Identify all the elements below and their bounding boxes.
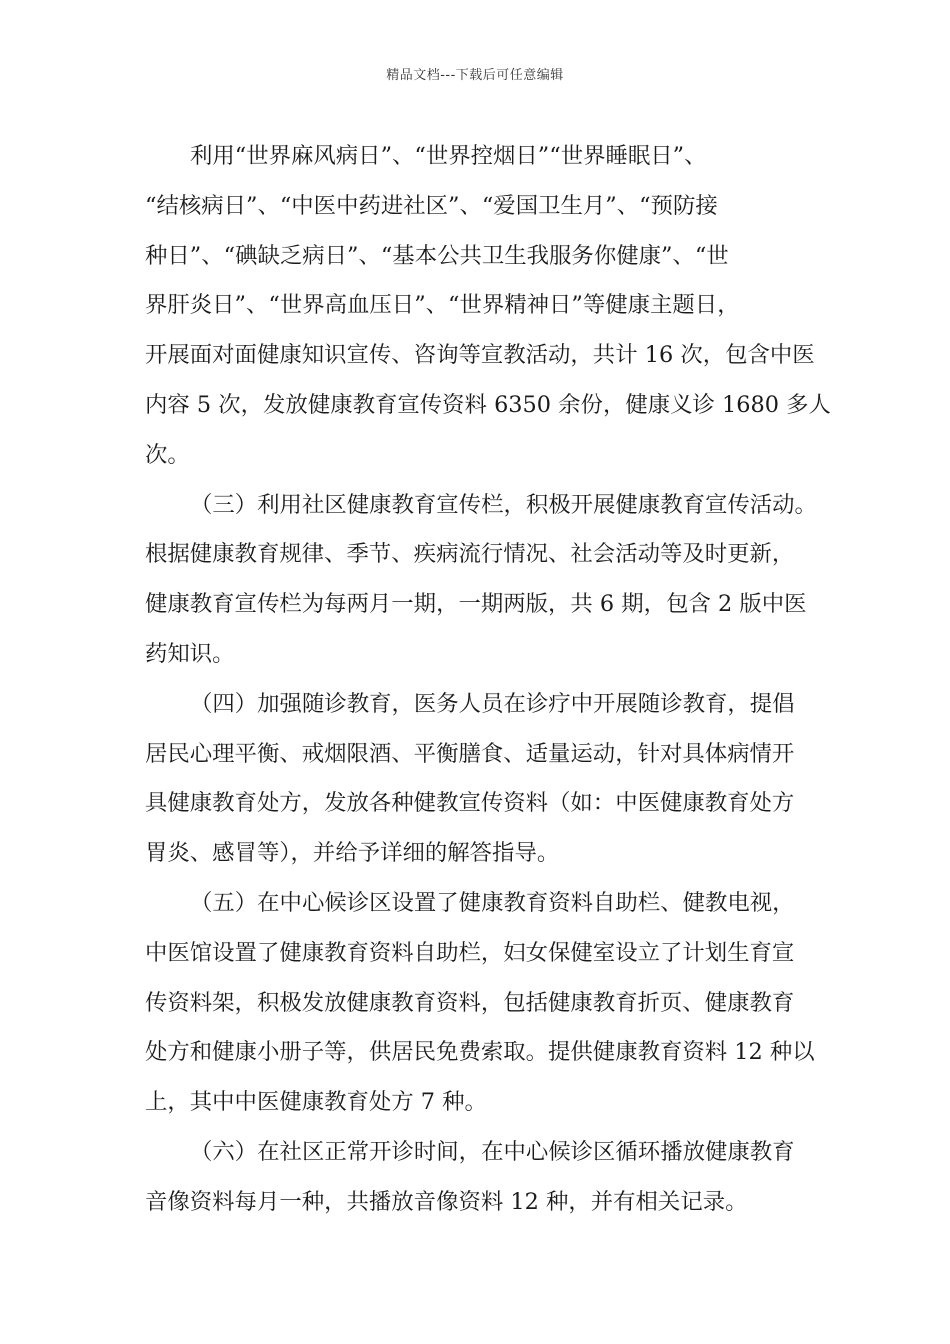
body-line: （四）加强随诊教育，医务人员在诊疗中开展随诊教育，提倡 — [190, 690, 795, 717]
body-line: “结核病日”、“中医中药进社区”、“爱国卫生月”、“预防接 — [145, 192, 718, 219]
body-line: 根据健康教育规律、季节、疾病流行情况、社会活动等及时更新， — [145, 541, 795, 568]
body-line: 具健康教育处方，发放各种健教宣传资料（如：中医健康教育处方 — [145, 790, 795, 817]
body-line: （五）在中心候诊区设置了健康教育资料自助栏、健教电视， — [190, 889, 795, 916]
body-line: 药知识。 — [145, 640, 235, 667]
body-line: 中医馆设置了健康教育资料自助栏，妇女保健室设立了计划生育宣 — [145, 939, 795, 966]
body-line: 界肝炎日”、“世界高血压日”、“世界精神日”等健康主题日， — [145, 292, 740, 319]
body-line: 种日”、“碘缺乏病日”、“基本公共卫生我服务你健康”、“世 — [145, 242, 729, 269]
body-line: 次。 — [145, 441, 190, 468]
document-body — [145, 132, 831, 1228]
body-line: （三）利用社区健康教育宣传栏，积极开展健康教育宣传活动。 — [190, 491, 817, 518]
body-line: 处方和健康小册子等，供居民免费索取。提供健康教育资料 12 种以 — [145, 1039, 815, 1066]
body-line: （六）在社区正常开诊时间，在中心候诊区循环播放健康教育 — [190, 1138, 795, 1165]
body-line: 音像资料每月一种，共播放音像资料 12 种，并有相关记录。 — [145, 1188, 748, 1215]
body-line: 传资料架，积极发放健康教育资料，包括健康教育折页、健康教育 — [145, 989, 795, 1016]
body-line: 胃炎、感冒等），并给予详细的解答指导。 — [145, 840, 560, 867]
body-line: 开展面对面健康知识宣传、咨询等宣教活动，共计 16 次，包含中医 — [145, 342, 815, 369]
body-line: 居民心理平衡、戒烟限酒、平衡膳食、适量运动，针对具体病情开 — [145, 740, 795, 767]
body-line: 利用“世界麻风病日”、“世界控烟日”“世界睡眠日”、 — [190, 143, 707, 169]
body-line: 上，其中中医健康教育处方 7 种。 — [145, 1089, 487, 1116]
page-header: 精品文档---下载后可任意编辑 — [386, 68, 564, 83]
body-line: 健康教育宣传栏为每两月一期，一期两版，共 6 期，包含 2 版中医 — [145, 591, 807, 618]
body-line: 内容 5 次，发放健康教育宣传资料 6350 余份，健康义诊 1680 多人 — [145, 391, 831, 418]
